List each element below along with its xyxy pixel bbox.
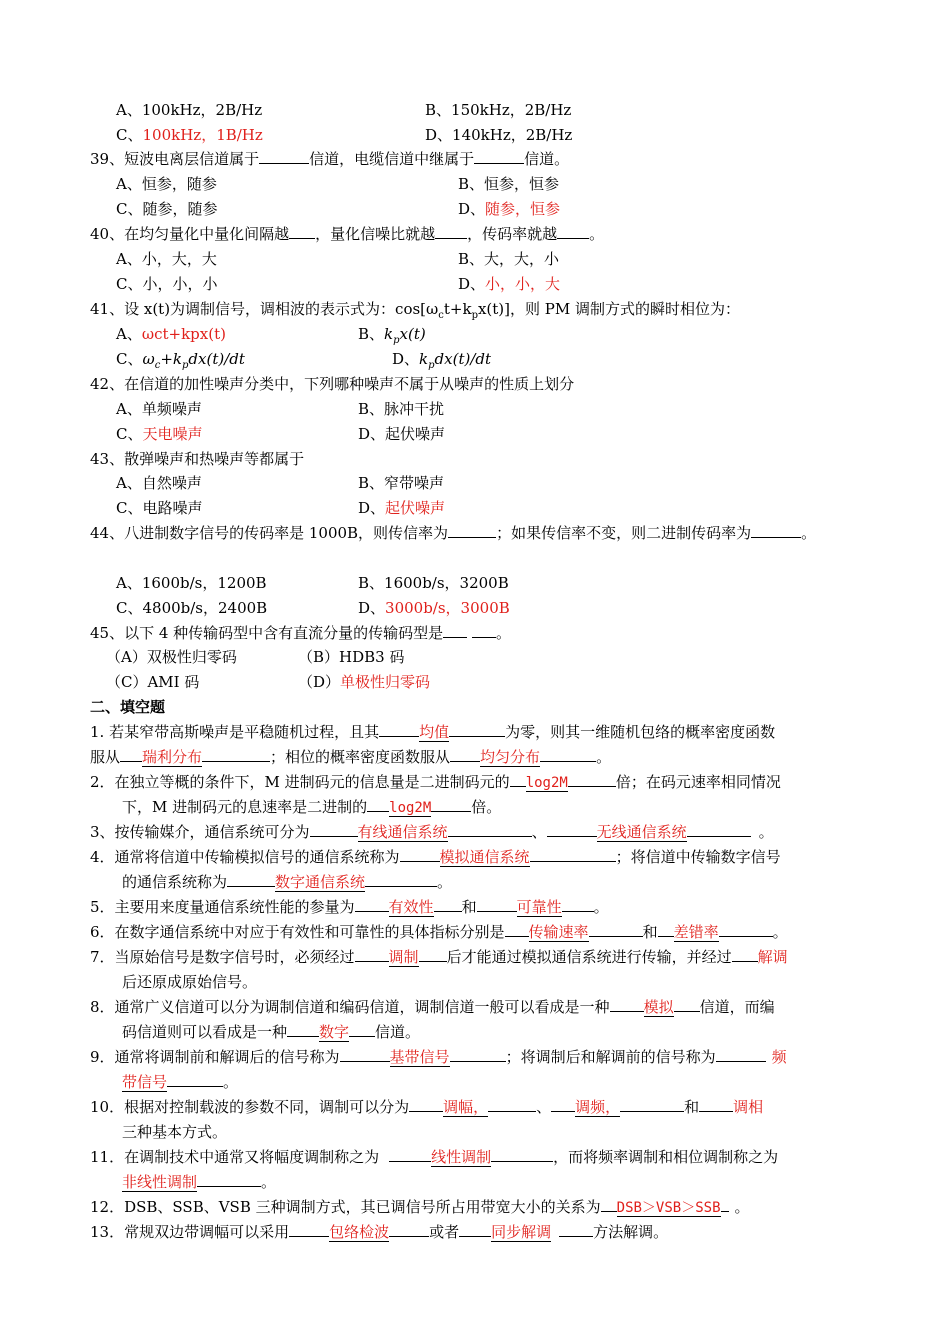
text: ；相位的概率密度函数服从: [270, 748, 451, 766]
answer-text: 天电噪声: [142, 425, 203, 443]
fill-7-line-2: 后还原成原始信号。: [122, 973, 258, 991]
q40-option-d: [458, 272, 560, 296]
q42-option-c: [116, 422, 203, 446]
blank: [472, 621, 496, 638]
answer-text: 无线通信系统: [596, 823, 687, 841]
blank: [355, 945, 389, 962]
text: 服从: [90, 748, 121, 766]
q42-option-b: B、脉冲干扰: [358, 400, 445, 418]
blank: [435, 222, 467, 239]
q38-option-c: [116, 123, 263, 147]
q41-text-3: x(t)]，则 PM 调制方式的瞬时相位为：: [477, 300, 741, 318]
q41-option-c: [116, 347, 245, 371]
text: 码信道则可以看成是一种: [122, 1023, 288, 1041]
q41-option-b: [358, 322, 426, 346]
text: 。: [734, 1198, 750, 1216]
blank: [610, 995, 644, 1012]
blank: [589, 920, 643, 937]
answer-text: 均值: [419, 723, 450, 741]
blank: [365, 870, 437, 887]
q39-option-b: B、恒参，恒参: [458, 175, 560, 193]
q44-text-1: 44、八进制数字信号的传码率是 1000B，则传信率为: [90, 524, 449, 542]
blank: [459, 1220, 491, 1237]
q40-option-c: C、小，小，小: [116, 275, 218, 293]
text: 方法解调。: [593, 1223, 669, 1241]
blank: [751, 521, 801, 538]
q45-option-d: [298, 670, 430, 694]
fill-10-line-1: [90, 1095, 864, 1119]
math-rest: dx(t)/dt: [188, 350, 245, 368]
text: 后才能通过模拟通信系统进行传输，并经过: [446, 948, 732, 966]
text: 。: [223, 1073, 239, 1091]
option-label: D、: [458, 200, 486, 218]
q44-option-a: A、1600b/s，1200B: [116, 574, 267, 592]
blank: [227, 870, 275, 887]
blank: [409, 1095, 443, 1112]
answer-text: 基带信号: [389, 1048, 450, 1066]
answer-text: 数字通信系统: [275, 873, 366, 891]
blank: [379, 720, 419, 737]
q41-option-d: [392, 347, 491, 371]
q39-text-2: 信道，电缆信道中继属于: [309, 150, 475, 168]
answer-text: 包络检波: [329, 1223, 390, 1241]
answer-text: DSB＞VSB＞SSB: [616, 1200, 721, 1216]
fill-3-line-1: [90, 820, 864, 844]
math-mid: +k: [160, 350, 182, 368]
blank: [721, 1195, 729, 1212]
text: 。: [261, 1173, 277, 1191]
blank: [448, 521, 496, 538]
blank: [557, 222, 589, 239]
fill-5-line-1: [90, 895, 864, 919]
option-label: B、: [358, 325, 385, 343]
answer-text: 100kHz，1B/Hz: [142, 126, 263, 144]
answer-text: 有效性: [388, 898, 434, 916]
blank: [259, 147, 309, 164]
text: 和: [642, 923, 658, 941]
q39-option-d: [458, 197, 560, 221]
q44-text-2: ；如果传信率不变，则二进制传码率为: [496, 524, 752, 542]
blank: [716, 1045, 766, 1062]
blank: [349, 1020, 375, 1037]
text: 和: [684, 1098, 700, 1116]
blank: [340, 1045, 390, 1062]
blank: [474, 147, 524, 164]
q42-option-a: A、单频噪声: [116, 400, 202, 418]
blank: [367, 795, 389, 812]
blank: [448, 820, 532, 837]
q38-option-d: D、140kHz，2B/Hz: [425, 126, 573, 144]
fill-11-line-2: [122, 1170, 864, 1194]
blank: [488, 1095, 536, 1112]
q40-text-1: 40、在均匀量化中量化间隔越: [90, 225, 290, 243]
option-label: D、: [392, 350, 420, 368]
blank: [202, 745, 270, 762]
answer-text: 同步解调: [491, 1223, 552, 1241]
q43-option-a: A、自然噪声: [116, 474, 202, 492]
q44-option-c: C、4800b/s，2400B: [116, 599, 268, 617]
q45-text-2: 。: [495, 624, 511, 642]
text: ；将调制后和解调前的信号称为: [505, 1048, 716, 1066]
fill-7-line-1: [90, 945, 864, 969]
subscript: p: [182, 360, 189, 371]
text: 信道。: [375, 1023, 421, 1041]
text: 7．当原始信号是数字信号时，必须经过: [90, 948, 355, 966]
answer-text: 调幅，: [443, 1098, 489, 1116]
q43-option-d: [358, 496, 445, 520]
text: ，而将频率调制和相位调制称之为: [553, 1148, 779, 1166]
q42-option-d: D、起伏噪声: [358, 425, 446, 443]
fill-6-line-1: [90, 920, 864, 944]
blank: [620, 1095, 684, 1112]
text: 。: [758, 823, 774, 841]
text: 。: [593, 898, 609, 916]
subscript: c: [438, 310, 444, 321]
blank: [289, 222, 315, 239]
blank: [443, 621, 467, 638]
q45-option-a: （A）双极性归零码: [106, 648, 237, 666]
q39-question: [90, 147, 864, 171]
blank: [310, 820, 358, 837]
q41-option-a: [116, 322, 226, 346]
fill-8-line-2: [122, 1020, 864, 1044]
q40-option-b: B、大，大，小: [458, 250, 560, 268]
option-label: （D）: [298, 673, 341, 691]
blank: [419, 945, 447, 962]
answer-text: 可靠性: [516, 898, 562, 916]
subscript: p: [471, 310, 478, 321]
answer-text: 传输速率: [528, 923, 589, 941]
blank: [658, 920, 674, 937]
blank: [389, 1145, 431, 1162]
q44-question: [90, 521, 864, 545]
text: 11．在调制技术中通常又将幅度调制称之为: [90, 1148, 380, 1166]
text: 倍。: [471, 798, 502, 816]
answer-text: 单极性归零码: [340, 673, 431, 691]
blank: [601, 1195, 617, 1212]
text: 的通信系统称为: [122, 873, 228, 891]
q43-option-c: C、电路噪声: [116, 499, 203, 517]
math-rest: x(t): [399, 325, 426, 343]
fill-2-line-1: [90, 770, 864, 794]
answer-text: 线性调制: [431, 1148, 492, 1166]
fill-9-line-2: [122, 1070, 864, 1094]
answer-text: 均匀分布: [480, 748, 541, 766]
subscript: p: [428, 360, 435, 371]
text: 信道，而编: [699, 998, 775, 1016]
subscript: p: [393, 335, 400, 346]
q42-question: 42、在信道的加性噪声分类中，下列哪种噪声不属于从噪声的性质上划分: [90, 375, 575, 393]
blank: [732, 945, 758, 962]
option-label: C、: [116, 350, 143, 368]
math-k: k: [384, 325, 394, 343]
text: 8．通常广义信道可以分为调制信道和编码信道，调制信道一般可以看成是一种: [90, 998, 610, 1016]
blank: [287, 1020, 319, 1037]
blank: [540, 745, 596, 762]
text: 下，M 进制码元的息速率是二进制的: [122, 798, 368, 816]
fill-13-line-1: [90, 1220, 864, 1244]
text: 。: [596, 748, 612, 766]
text: 或者: [429, 1223, 460, 1241]
text: 2．在独立等概的条件下，M 进制码元的信息量是二进制码元的: [90, 773, 510, 791]
blank: [389, 1220, 429, 1237]
text: 12．DSB、SSB、VSB 三种调制方式，其已调信号所占用带宽大小的关系为: [90, 1198, 601, 1216]
fill-10-line-2: 三种基本方式。: [122, 1123, 228, 1141]
q43-question: 43、散弹噪声和热噪声等都属于: [90, 450, 305, 468]
subscript: c: [154, 360, 161, 371]
fill-11-line-1: [90, 1145, 864, 1169]
answer-text: 随参，恒参: [485, 200, 561, 218]
q45-option-b: （B）HDB3 码: [298, 648, 405, 666]
q39-text-1: 39、短波电离层信道属于: [90, 150, 260, 168]
fill-1-line-1: [90, 720, 864, 744]
blank: [551, 1095, 575, 1112]
text: ；将信道中传输数字信号: [615, 848, 781, 866]
q41-question: [90, 297, 864, 321]
answer-text: 有线通信系统: [357, 823, 448, 841]
answer-text: 差错率: [673, 923, 719, 941]
q39-option-c: C、随参，随参: [116, 200, 218, 218]
blank: [477, 895, 517, 912]
answer-text: 调频，: [575, 1098, 621, 1116]
answer-text: 调相: [733, 1098, 764, 1116]
text: 倍；在码元速率相同情况: [615, 773, 781, 791]
answer-text: 调制: [388, 948, 419, 966]
q40-text-4: 。: [589, 225, 605, 243]
answer-text: 带信号: [122, 1073, 168, 1091]
text: 1. 若某窄带高斯噪声是平稳随机过程，且其: [90, 723, 380, 741]
q40-text-3: ，传码率就越: [467, 225, 558, 243]
blank: [450, 745, 480, 762]
q38-option-a: A、100kHz，2B/Hz: [116, 101, 263, 119]
option-label: A、: [116, 325, 142, 343]
blank: [167, 1070, 223, 1087]
answer-text: 非线性调制: [122, 1173, 198, 1191]
q41-text-1: 41、设 x(t)为调制信号，调相波的表示式为：cos[ω: [90, 300, 439, 318]
answer-text: 数字: [319, 1023, 350, 1041]
blank: [559, 1220, 593, 1237]
text: 为零，则其一维随机包络的概率密度函数: [505, 723, 776, 741]
blank: [400, 845, 440, 862]
blank: [197, 1170, 261, 1187]
q45-question: [90, 621, 864, 645]
fill-8-line-1: [90, 995, 864, 1019]
blank: [530, 845, 616, 862]
answer-text: log2M: [389, 800, 432, 816]
option-label: D、: [458, 275, 486, 293]
text: 。: [437, 873, 453, 891]
math-omega: ω: [142, 350, 155, 368]
option-label: C、: [116, 425, 143, 443]
q40-question: [90, 222, 864, 246]
fill-9-line-1: [90, 1045, 864, 1069]
math-k: k: [419, 350, 429, 368]
blank: [434, 895, 462, 912]
blank: [431, 795, 471, 812]
option-label: D、: [358, 599, 386, 617]
blank: [289, 1220, 329, 1237]
section-title: 二、填空题: [90, 698, 166, 716]
blank: [510, 770, 526, 787]
fill-4-line-2: [122, 870, 864, 894]
answer-text: 模拟通信系统: [439, 848, 530, 866]
blank: [120, 745, 142, 762]
answer-text: 频: [771, 1048, 787, 1066]
blank: [547, 820, 597, 837]
text: 、: [531, 823, 547, 841]
fill-2-line-2: [122, 795, 864, 819]
q41-text-2: t+k: [443, 300, 472, 318]
q44-option-b: B、1600b/s，3200B: [358, 574, 509, 592]
fill-12-line-1: [90, 1195, 864, 1219]
text: 10．根据对控制载波的参数不同，调制可以分为: [90, 1098, 410, 1116]
option-label: D、: [358, 499, 386, 517]
q38-option-b: B、150kHz，2B/Hz: [425, 101, 572, 119]
answer-text: 小，小，大: [485, 275, 561, 293]
answer-text: ωct+kpx(t): [141, 325, 226, 343]
blank: [568, 770, 616, 787]
answer-text: 瑞利分布: [142, 748, 203, 766]
fill-1-line-2: [90, 745, 864, 769]
option-label: C、: [116, 126, 143, 144]
q45-text-1: 45、以下 4 种传输码型中含有直流分量的传输码型是: [90, 624, 444, 642]
blank: [491, 1145, 553, 1162]
text: 和: [461, 898, 477, 916]
q44-option-d: [358, 596, 510, 620]
blank: [449, 720, 505, 737]
blank: [687, 820, 751, 837]
text: 、: [536, 1098, 552, 1116]
blank: [699, 1095, 733, 1112]
text: 13．常规双边带调幅可以采用: [90, 1223, 290, 1241]
answer-text: 起伏噪声: [385, 499, 446, 517]
answer-text: log2M: [525, 775, 568, 791]
text: 9．通常将调制前和解调后的信号称为: [90, 1048, 340, 1066]
text: 3、按传输媒介，通信系统可分为: [90, 823, 310, 841]
fill-4-line-1: [90, 845, 864, 869]
blank: [450, 1045, 506, 1062]
blank: [562, 895, 594, 912]
answer-text: 解调: [757, 948, 788, 966]
text: 5．主要用来度量通信系统性能的参量为: [90, 898, 355, 916]
answer-text: 模拟: [643, 998, 674, 1016]
q43-option-b: B、窄带噪声: [358, 474, 445, 492]
q40-text-2: ，量化信噪比就越: [315, 225, 436, 243]
q40-option-a: A、小，大，大: [116, 250, 217, 268]
q39-option-a: A、恒参，随参: [116, 175, 217, 193]
text: 。: [772, 923, 788, 941]
blank: [719, 920, 773, 937]
text: 6．在数字通信系统中对应于有效性和可靠性的具体指标分别是: [90, 923, 505, 941]
blank: [674, 995, 700, 1012]
answer-text: 3000b/s，3000B: [385, 599, 510, 617]
text: 4．通常将信道中传输模拟信号的通信系统称为: [90, 848, 400, 866]
q39-text-3: 信道。: [524, 150, 570, 168]
blank: [355, 895, 389, 912]
math-rest: dx(t)/dt: [434, 350, 492, 368]
blank: [505, 920, 529, 937]
q45-option-c: （C）AMI 码: [106, 673, 200, 691]
q44-text-3: 。: [801, 524, 817, 542]
